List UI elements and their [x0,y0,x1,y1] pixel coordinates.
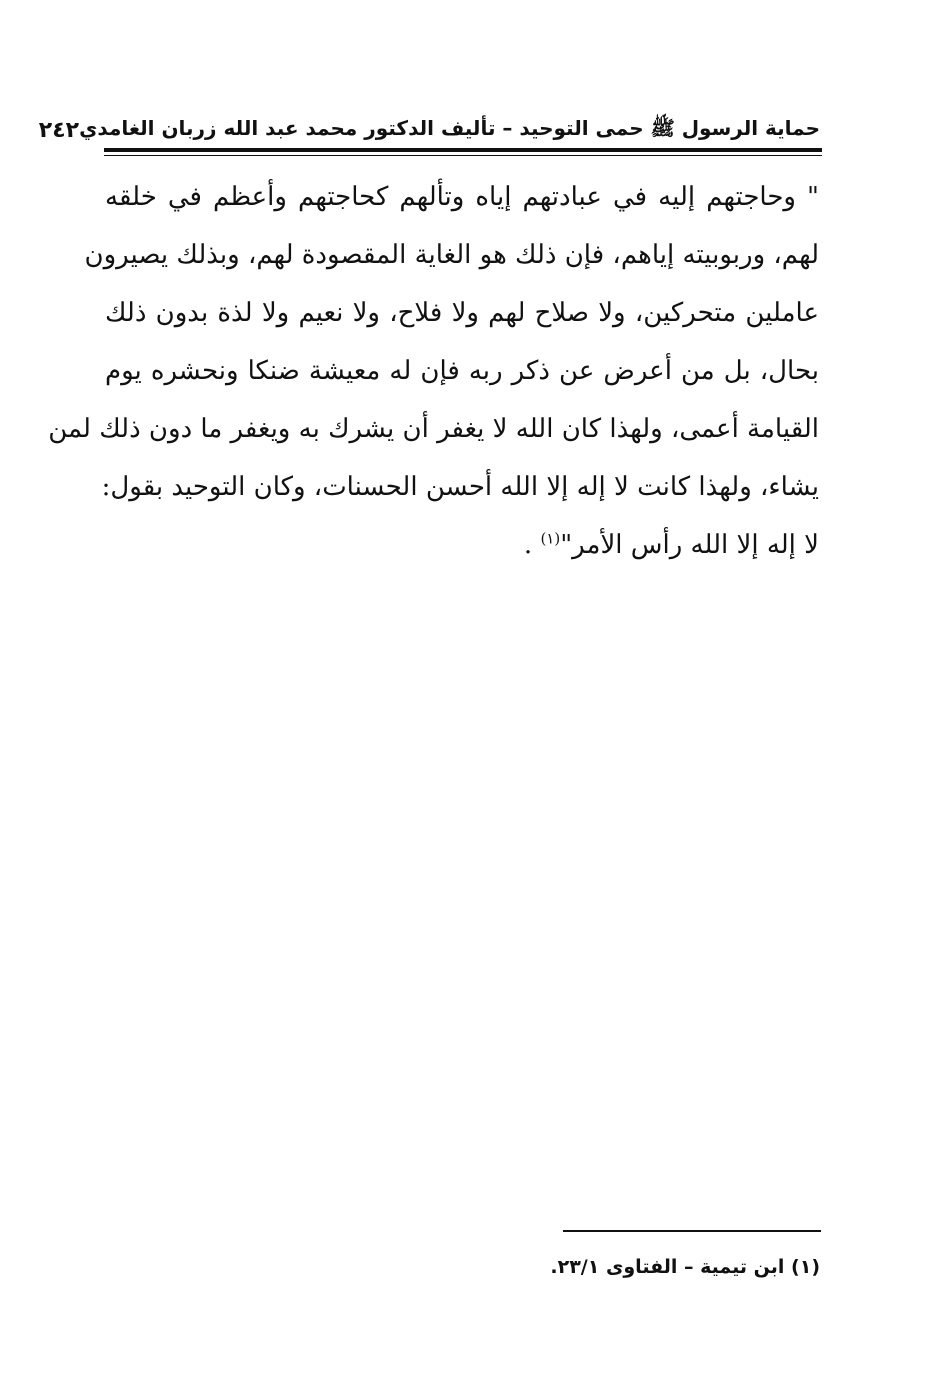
running-header [38,114,820,146]
body-line-4: بحال، بل من أعرض عن ذكر ربه فإن له معيشة ضنكا ونحشره يوم [105,356,819,386]
body-line-3: عاملين متحركين، ولا صلاح لهم ولا فلاح، ولا نعيم ولا لذة بدون ذلك [105,298,819,328]
body-line-6: يشاء، ولهذا كانت لا إله إلا الله أحسن الحسنات، وكان التوحيد بقول: [101,472,819,502]
footnote: (١) ابن تيمية – الفتاوى ٢٣/١. [550,1256,820,1278]
footnote-marker[interactable]: (١) [540,529,561,548]
page-number: ٢٤٢ [38,117,80,143]
closing-period: . [523,530,541,560]
body-line-1: " وحاجتهم إليه في عبادتهم إياه وتألهم كحاجتهم وأعظم في خلقه [105,182,819,212]
body-line-5: القيامة أعمى، ولهذا كان الله لا يغفر أن يشرك به ويغفر ما دون ذلك لمن [48,414,819,444]
header-title: حماية الرسول ﷺ حمى التوحيد – تأليف الدكتور محمد عبد الله زربان الغامدي [79,115,820,140]
body-line-7-text: لا إله إلا الله رأس الأمر" [560,530,819,560]
body-line-2: لهم، وربوبيته إياهم، فإن ذلك هو الغاية المقصودة لهم، وبذلك يصيرون [84,240,819,270]
body-line-7 [105,516,819,574]
body-paragraph [48,168,819,574]
header-rule-thick [104,148,822,152]
header-rule-thin [104,155,822,156]
footnote-separator [563,1230,821,1232]
